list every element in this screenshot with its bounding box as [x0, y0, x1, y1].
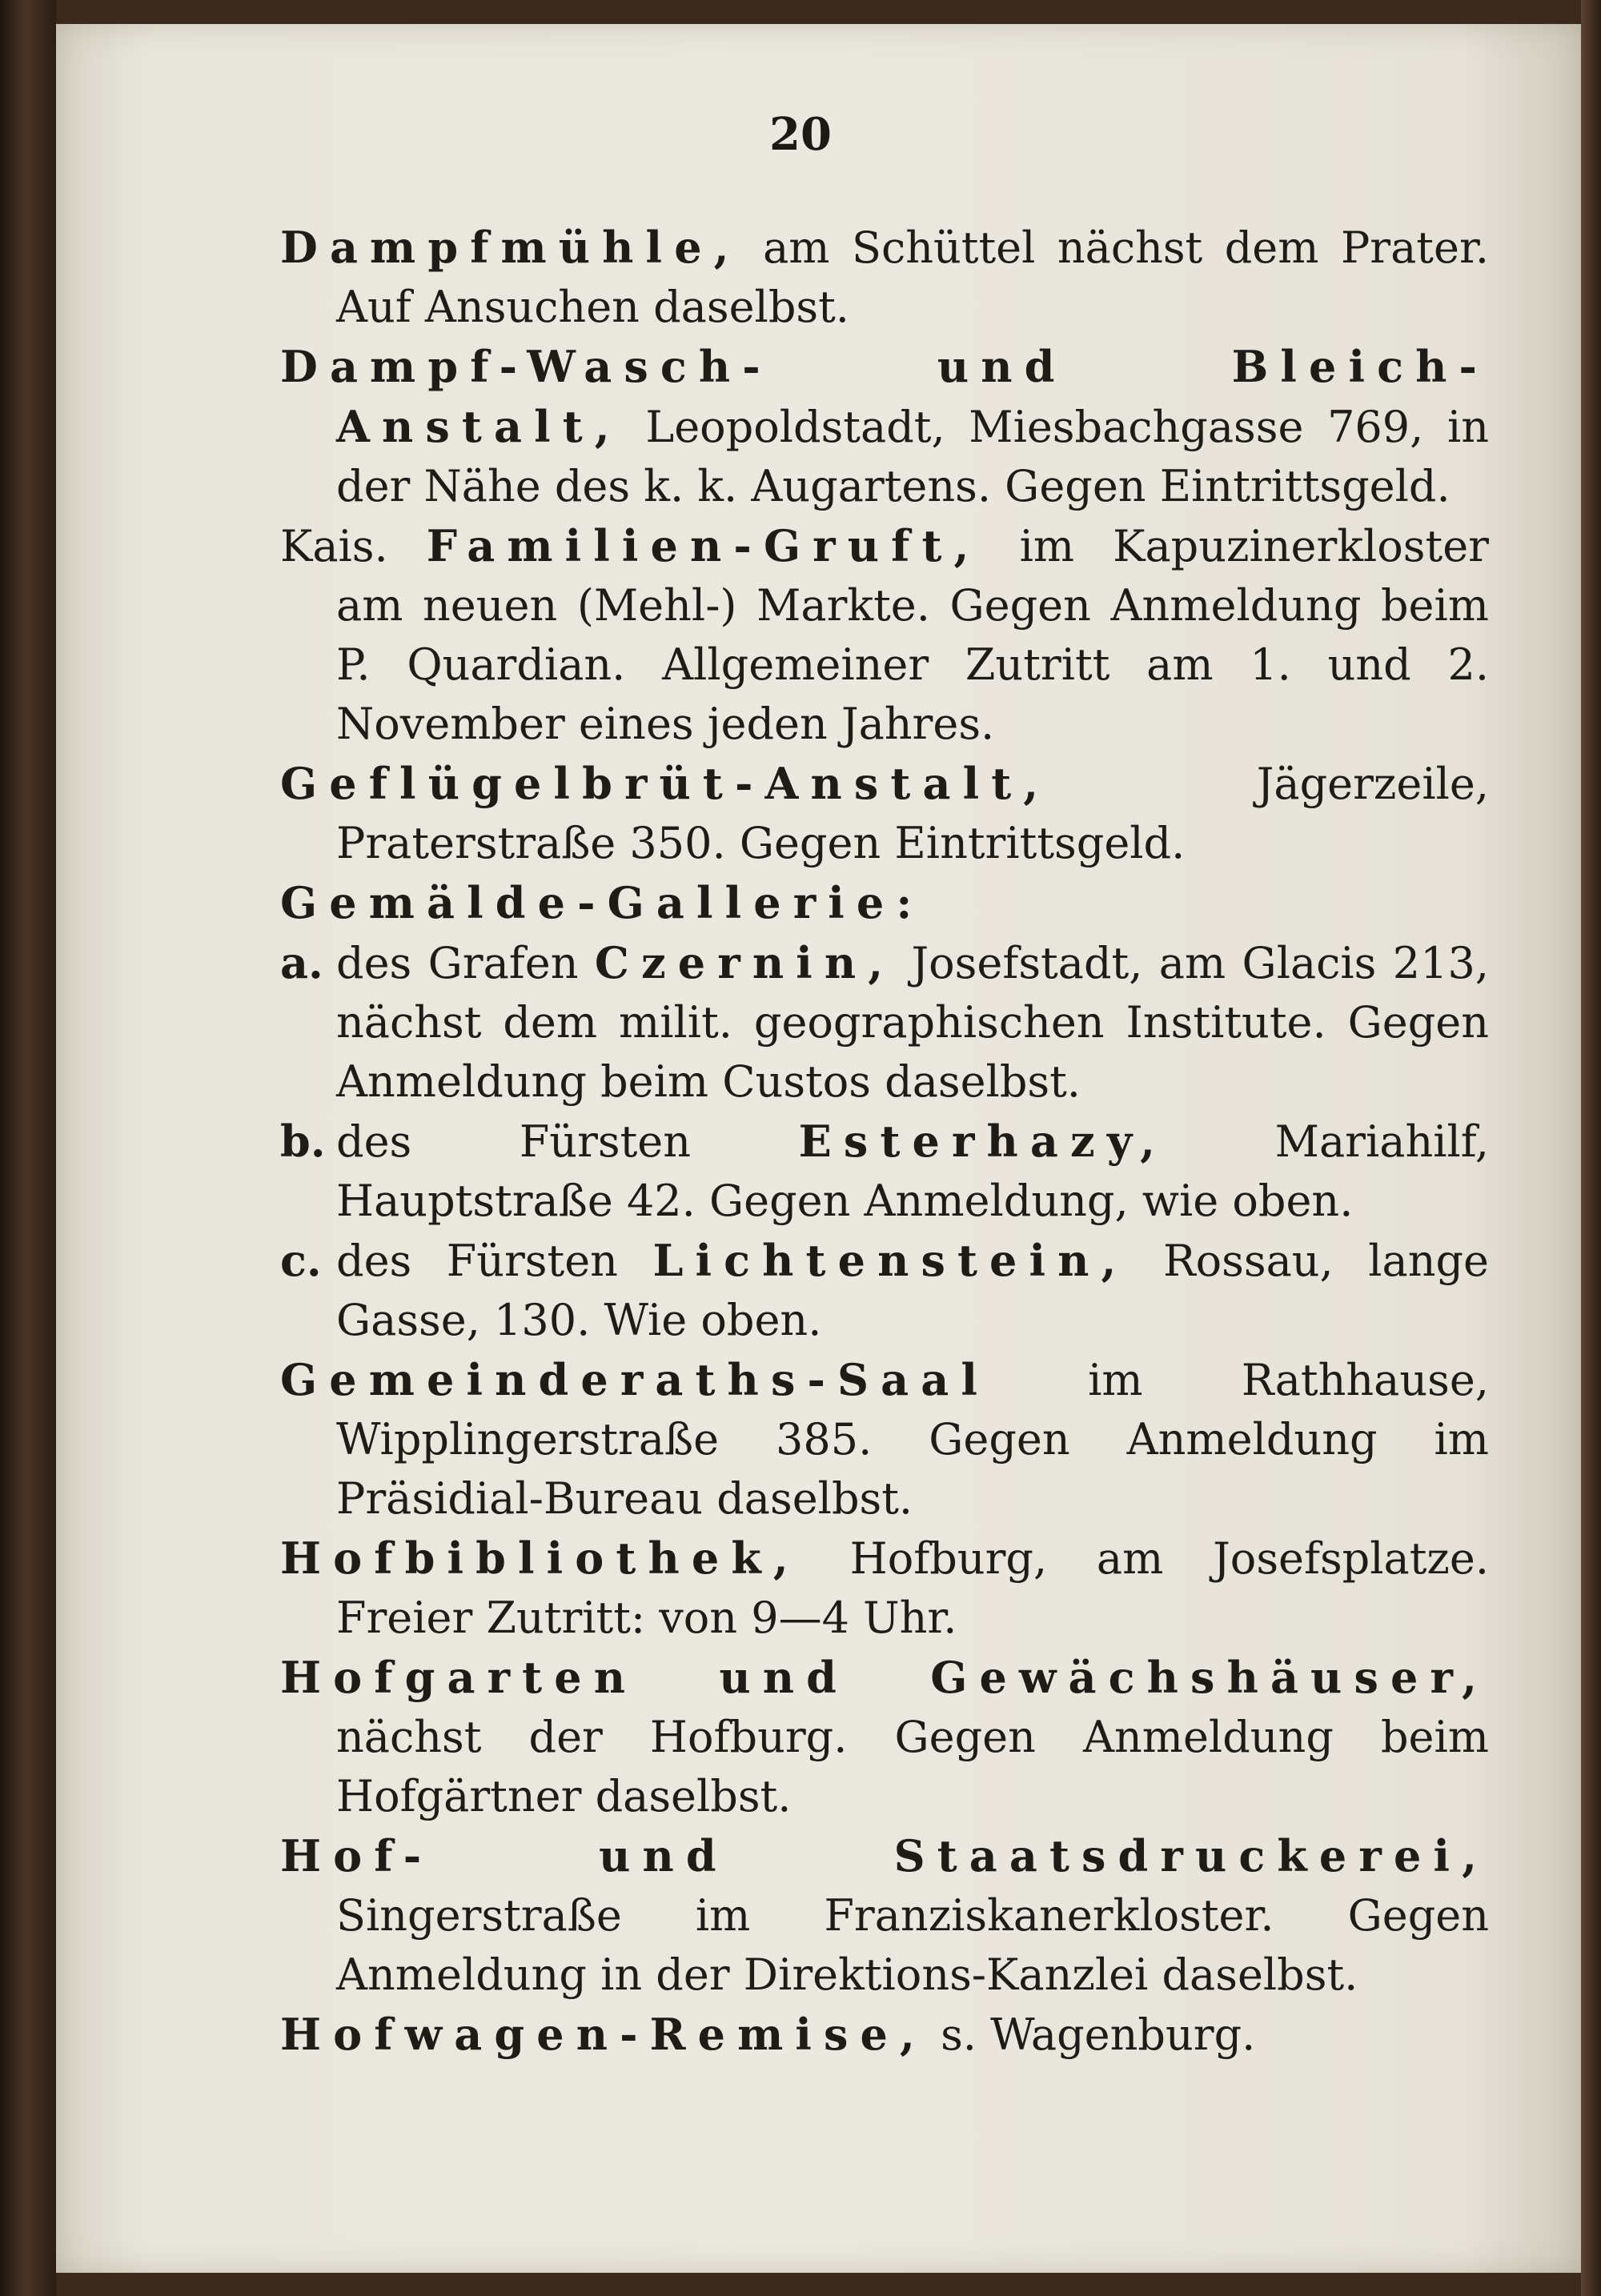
entry-prefix: Kais.	[280, 521, 427, 571]
page-content	[280, 218, 1489, 2065]
entry-gefluegelbruet-anstalt	[280, 754, 1489, 873]
entry-head: Hof- und Staatsdruckerei,	[280, 1830, 1489, 1881]
entry-staatsdruckerei	[280, 1826, 1489, 2005]
page-number: 20	[769, 108, 832, 161]
gallery-item-text: Mariahilf, Hauptstraße 42. Gegen Anmeldung, wie oben.	[336, 1116, 1489, 1226]
entry-head: Geflügelbrüt-Anstalt,	[280, 758, 1051, 809]
gallery-item-name: Czernin,	[594, 937, 896, 988]
gallery-item-letter: c.	[280, 1235, 322, 1286]
gallery-item-name: Esterhazy,	[798, 1116, 1168, 1167]
entry-head: Dampf-Wasch- und Bleich-Anstalt,	[280, 341, 1489, 452]
book-binding-right	[1581, 0, 1601, 2296]
gallery-item-lichtenstein	[280, 1231, 1489, 1350]
entry-head: Gemälde-Gallerie:	[280, 877, 925, 928]
entry-head: Familien-Gruft,	[426, 520, 981, 571]
entry-text: im Rathhause, Wipplingerstraße 385. Gegen Anmeldung im Präsidial-Bureau daselbst.	[336, 1355, 1489, 1524]
entry-text: s. Wagenburg.	[926, 2010, 1256, 2060]
entry-text: Singerstraße im Franziskanerkloster. Gegen Anmeldung in der Direktions-Kanzlei daselbst.	[336, 1890, 1489, 2000]
entry-gemeinderaths-saal	[280, 1350, 1489, 1529]
entry-text: Hofburg, am Josefsplatze. Freier Zutritt: von 9—4 Uhr.	[336, 1533, 1489, 1643]
gallery-item-prefix: des Fürsten	[336, 1116, 799, 1167]
entry-dampfmuehle	[280, 218, 1489, 337]
gallery-item-text: Josefstadt, am Glacis 213, nächst dem milit. geographischen Institute. Gegen Anmeldung beim Custos daselbst.	[336, 938, 1489, 1107]
entry-dampf-wasch-anstalt	[280, 337, 1489, 516]
entry-text: am Schüttel nächst dem Prater. Auf Ansuchen daselbst.	[336, 222, 1489, 332]
entry-head: Hofgarten und Gewächshäuser,	[280, 1652, 1489, 1703]
gallery-item-esterhazy	[280, 1112, 1489, 1231]
entry-head: Hofwagen-Remise,	[280, 2009, 927, 2060]
entry-text: Leopoldstadt, Miesbachgasse 769, in der Nähe des k. k. Augartens. Gegen Eintrittsgeld.	[336, 402, 1489, 511]
entry-text: Jägerzeile, Praterstraße 350. Gegen Eintrittsgeld.	[336, 759, 1489, 868]
entry-hofwagen-remise	[280, 2005, 1489, 2065]
entry-text: nächst der Hofburg. Gegen Anmeldung beim Hofgärtner daselbst.	[336, 1712, 1489, 1821]
gallery-item-name: Lichtenstein,	[652, 1235, 1129, 1286]
entry-head: Hofbibliothek,	[280, 1533, 800, 1584]
gallery-item-czernin	[280, 933, 1489, 1112]
gallery-item-text: Rossau, lange Gasse, 130. Wie oben.	[336, 1236, 1489, 1345]
gallery-item-letter: a.	[280, 937, 323, 988]
entry-hofgarten	[280, 1648, 1489, 1826]
book-binding-left	[0, 0, 56, 2296]
gallery-item-prefix: des Fürsten	[336, 1236, 653, 1286]
entry-familien-gruft	[280, 516, 1489, 754]
entry-text: im Kapuzinerkloster am neuen (Mehl-) Markte. Gegen Anmeldung beim P. Quardian. Allgemeiner Zutritt am 1. und 2. November eines jeden Jahres.	[336, 521, 1489, 749]
entry-hofbibliothek	[280, 1529, 1489, 1648]
gallery-item-prefix: des Grafen	[336, 938, 595, 988]
entry-gemaelde-gallerie	[280, 873, 1489, 933]
entry-head: Dampfmühle,	[280, 222, 741, 273]
entry-head: Gemeinderaths-Saal	[280, 1354, 989, 1405]
gallery-item-letter: b.	[280, 1116, 326, 1167]
